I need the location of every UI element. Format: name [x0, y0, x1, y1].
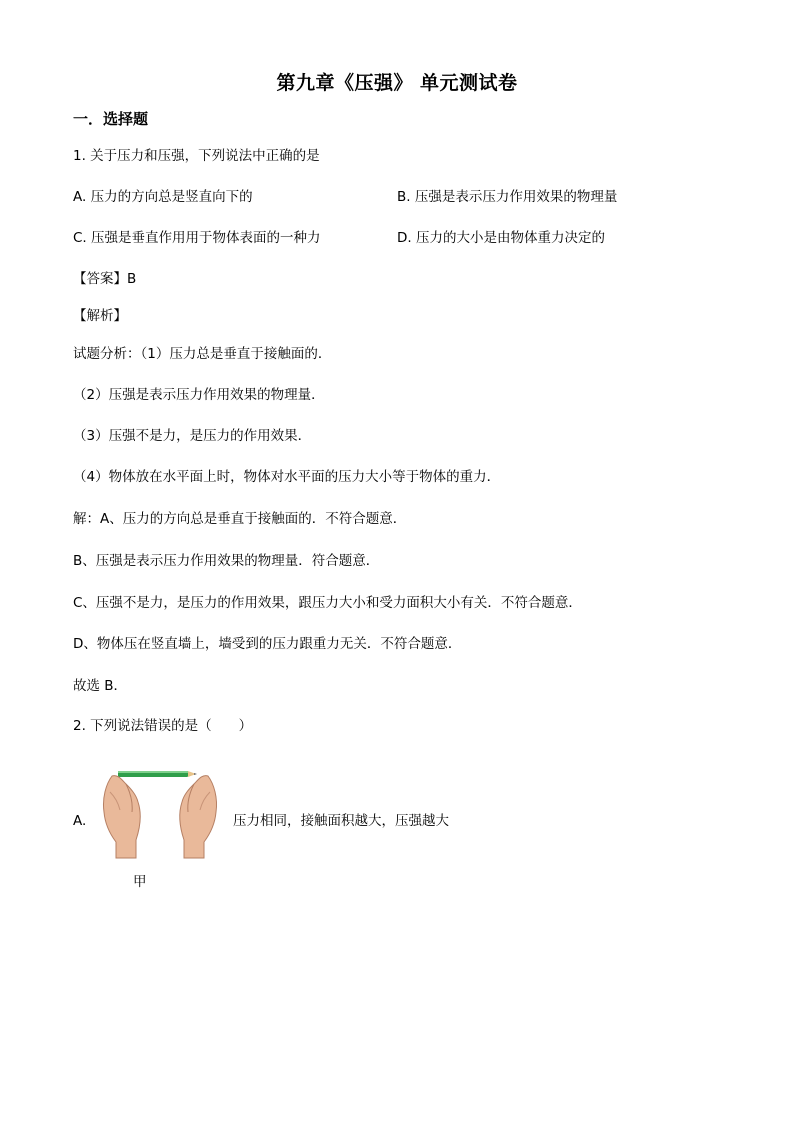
page-title: 第九章《压强》 单元测试卷	[276, 72, 518, 94]
q1-option-c: C. 压强是垂直作用用于物体表面的一种力	[73, 230, 321, 246]
analysis-line: 故选 B．	[73, 678, 128, 694]
analysis-line: C、压强不是力，是压力的作用效果，跟压力大小和受力面积大小有关．不符合题意．	[73, 595, 582, 611]
q2-option-a-label: A.	[73, 813, 87, 829]
analysis-line: （2）压强是表示压力作用效果的物理量．	[73, 387, 325, 403]
figure-caption: 甲	[133, 874, 147, 890]
analysis-line: B、压强是表示压力作用效果的物理量．符合题意．	[73, 553, 380, 569]
q2-stem: 2. 下列说法错误的是（ ）	[73, 718, 253, 734]
analysis-line: 解：A、压力的方向总是垂直于接触面的．不符合题意．	[73, 511, 407, 527]
analysis-line: D、物体压在竖直墙上，墙受到的压力跟重力无关．不符合题意．	[73, 636, 462, 652]
analysis-line: （3）压强不是力，是压力的作用效果．	[73, 428, 312, 444]
q1-answer: 【答案】B	[73, 271, 137, 287]
q1-option-a: A. 压力的方向总是竖直向下的	[73, 189, 253, 205]
q1-analysis-label: 【解析】	[73, 308, 127, 324]
hands-pressing-pencil-illustration	[100, 762, 220, 862]
section-heading: 一．选择题	[73, 110, 149, 128]
q1-option-b: B. 压强是表示压力作用效果的物理量	[397, 189, 618, 205]
analysis-line: 试题分析：（1）压力总是垂直于接触面的．	[73, 346, 332, 362]
q1-option-d: D. 压力的大小是由物体重力决定的	[397, 230, 605, 246]
analysis-line: （4）物体放在水平面上时，物体对水平面的压力大小等于物体的重力．	[73, 469, 501, 485]
q2-option-a-text: 压力相同，接触面积越大，压强越大	[233, 813, 449, 829]
q1-stem: 1. 关于压力和压强，下列说法中正确的是	[73, 148, 320, 164]
